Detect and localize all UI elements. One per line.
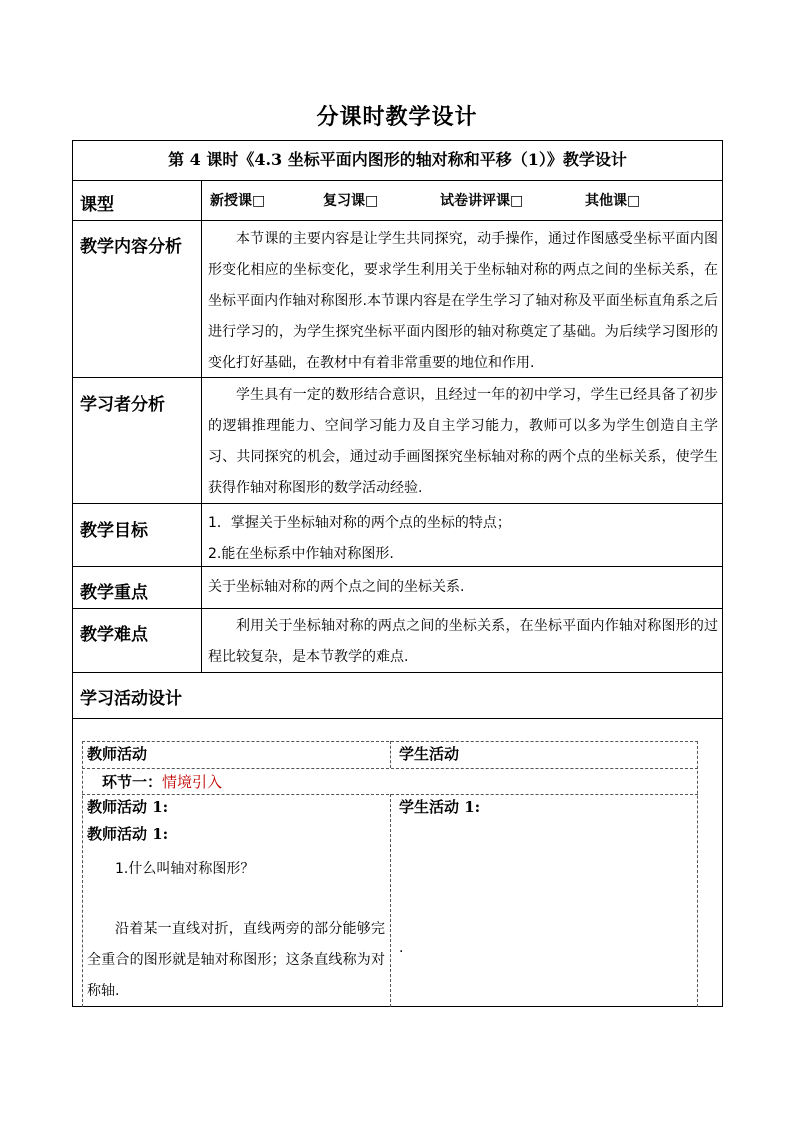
stage-name: 情境引入: [162, 773, 223, 791]
activities-column-divider: [390, 741, 391, 768]
question-text: 1.什么叫轴对称图形？: [115, 861, 255, 877]
teacher-activity-header: 教师活动: [87, 745, 148, 763]
lesson-title: 第 4 课时《4.3 坐标平面内图形的轴对称和平移（1）》教学设计: [168, 150, 627, 169]
row-divider: [72, 220, 723, 221]
content-analysis-text: 本节课的主要内容是让学生共同探究，动手操作，通过作图感受坐标平面内图形变化相应的坐标变化，要求学生利用关于坐标轴对称的两点之间的坐标关系，在坐标平面内作轴对称图形.本节课内容是在学生学习了轴对称及平面坐标直角系之后进行学习的，为学生探究坐标平面内图形的轴对称奠定了基础。为后续学习图形的变化打好基础，在教材中有着非常重要的地位和作用.: [208, 231, 718, 371]
row-label-difficulty: 教学难点: [80, 625, 148, 645]
key-point-text: 关于坐标轴对称的两个点之间的坐标关系.: [208, 579, 465, 595]
row-label-content-analysis: 教学内容分析: [80, 237, 182, 257]
column-divider: [201, 180, 202, 672]
learner-analysis-text: 学生具有一定的数形结合意识，且经过一年的初中学习，学生已经具备了初步的逻辑推理能力、空间学习能力及自主学习能力，教师可以多为学生创造自主学习、共同探究的机会，通过动手画图探究坐标轴对称的两个点的坐标关系，使学生获得作轴对称图形的数学活动经验.: [208, 387, 718, 496]
row-divider: [72, 718, 723, 719]
student-activity-title: 学生活动 1:: [399, 798, 481, 816]
option-new-lesson: 新授课□: [210, 193, 266, 209]
row-label-key-point: 教学重点: [80, 583, 148, 603]
section-activity-design: 学习活动设计: [80, 689, 182, 709]
option-other-lesson: 其他课□: [585, 193, 641, 209]
row-label-type: 课型: [80, 195, 114, 215]
row-divider: [72, 608, 723, 609]
activities-row-divider: [82, 768, 698, 769]
page-title: 分课时教学设计: [316, 104, 478, 130]
stage-prefix: 环节一：: [102, 773, 163, 791]
option-test-review-lesson: 试卷讲评课□: [440, 193, 524, 209]
difficulty-text: 利用关于坐标轴对称的两点之间的坐标关系，在坐标平面内作轴对称图形的过程比较复杂，是本节教学的难点.: [208, 618, 718, 665]
row-label-learner-analysis: 学习者分析: [80, 395, 165, 415]
answer-text: 沿着某一直线对折，直线两旁的部分能够完全重合的图形就是轴对称图形；这条直线称为对称轴.: [87, 921, 385, 999]
teacher-activity-title: 教师活动 1:: [87, 798, 169, 816]
option-review-lesson: 复习课□: [323, 193, 379, 209]
goal-item: 2.能在坐标系中作轴对称图形.: [208, 546, 394, 562]
row-divider: [72, 180, 723, 181]
row-label-teaching-goals: 教学目标: [80, 521, 148, 541]
teacher-activity-title: 教师活动 1:: [87, 825, 169, 843]
activities-column-divider: [390, 794, 391, 1007]
student-activity-header: 学生活动: [399, 745, 460, 763]
row-divider: [72, 566, 723, 567]
stage-label: [102, 771, 222, 792]
student-activity-mark: .: [399, 940, 404, 956]
goal-item: 1．掌握关于坐标轴对称的两个点的坐标的特点；: [208, 515, 511, 531]
